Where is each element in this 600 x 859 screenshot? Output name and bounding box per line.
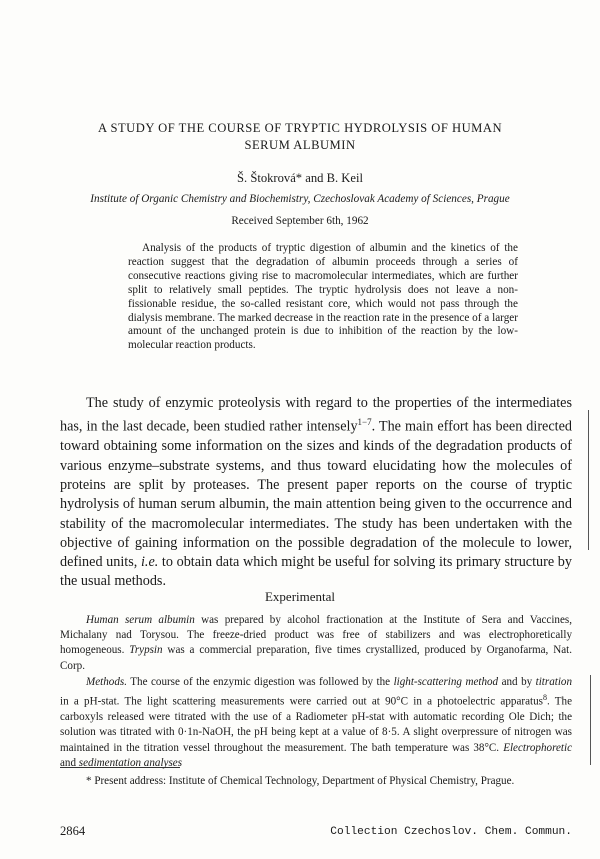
methods-text-3: in a pH-stat. The light scattering measurements were carried out at 90°C in a photoelectric apparatus xyxy=(60,695,543,708)
reference-1-7: 1−7 xyxy=(357,417,372,428)
intro-text-1: The study of enzymic proteolysis with regard to the properties of the intermediates has, in the last decade, been studied rather intensely xyxy=(60,395,572,436)
section-heading-experimental: Experimental xyxy=(264,589,336,604)
margin-scan-line-lower xyxy=(590,675,591,765)
term-light-scattering: light-scattering method xyxy=(393,676,499,688)
authors: Š. Štokrová* and B. Keil xyxy=(237,171,363,185)
intro-ie: i.e. xyxy=(140,554,159,571)
footnote-divider xyxy=(60,767,180,768)
intro-text-2: . The main effort has been directed toward obtaining some information on the sizes and kinds of the degradation products of various enzyme–substrate systems, and thus toward elucidating how the molecules of proteins are split by proteases. The present paper reports on the course of tryptic hydrolysis of human serum albumin, the main attention being given to the occurrence and stability of the macromolecular intermediates. The study has been undertaken with the objective of gaining information on the possible degradation of the molecule to lower, defined units, xyxy=(60,419,572,571)
methods-text-2: and by xyxy=(498,676,536,688)
introduction-paragraph xyxy=(60,394,572,592)
term-human-serum-albumin: Human serum albumin xyxy=(86,614,195,626)
reference-8: 8 xyxy=(542,693,547,703)
margin-scan-line xyxy=(588,410,589,550)
paper-title xyxy=(70,120,530,154)
intro-text-3: to obtain data which might be useful for solving its primary structure by the usual methods. xyxy=(60,554,572,590)
methods-paragraph xyxy=(60,675,572,771)
term-sedimentation-analyses: sedimentation analyses xyxy=(78,756,183,769)
methods-text-5: and xyxy=(60,756,79,769)
term-trypsin: Trypsin xyxy=(129,644,163,657)
materials-text-1: was prepared by alcohol fractionation at the Institute of Sera and Vaccines, Michalany nad Torysou. The freeze-dried product was free of stabilizers and was electrophoretically homogeneous. xyxy=(60,614,572,657)
title-line-1: A STUDY OF THE COURSE OF TRYPTIC HYDROLYSIS OF HUMAN xyxy=(97,121,503,135)
methods-text-4: . The carboxyls released were titrated with the use of a Radiometer pH-stat with automatic recording Ole Dich; the solution was titrated with 0·1n-NaOH, the pH being kept at a value of 8·5. A slight overpressure of nitrogen was maintained in the titration vessel throughout the measurement. The bath temperature was 38°C. xyxy=(60,695,572,754)
materials-text-2: was a commercial preparation, five times crystallized, produced by Organofarma, Nat. Corp. xyxy=(60,644,572,672)
journal-name: Collection Czechoslov. Chem. Commun. xyxy=(330,826,572,838)
term-methods: Methods. xyxy=(86,676,127,688)
footnote: * Present address: Institute of Chemical Technology, Department of Physical Chemistry, Prague. xyxy=(86,775,515,787)
page-number: 2864 xyxy=(60,824,86,838)
term-titration: titration xyxy=(535,676,573,688)
methods-text-1: The course of the enzymic digestion was followed by the xyxy=(126,676,394,688)
term-electrophoretic: Electrophoretic xyxy=(503,741,572,754)
abstract: Analysis of the products of tryptic digestion of albumin and the kinetics of the reaction suggest that the degradation of albumin proceeds through a series of consecutive reactions giving rise to macromolecular intermediates, which are further split to relatively small peptides. The tryptic hydrolysis does not leave a non-fissionable residue, the so-called resistant core, which would not pass through the dialysis membrane. The marked decrease in the reaction rate in the presence of a larger amount of the unchanged protein is due to inhibition of the reaction by the low-molecular reaction products. xyxy=(128,242,518,352)
materials-paragraph xyxy=(60,613,572,674)
received-date: Received September 6th, 1962 xyxy=(231,215,369,227)
title-line-2: SERUM ALBUMIN xyxy=(244,138,356,152)
affiliation: Institute of Organic Chemistry and Biochemistry, Czechoslovak Academy of Sciences, Prague xyxy=(90,193,510,205)
